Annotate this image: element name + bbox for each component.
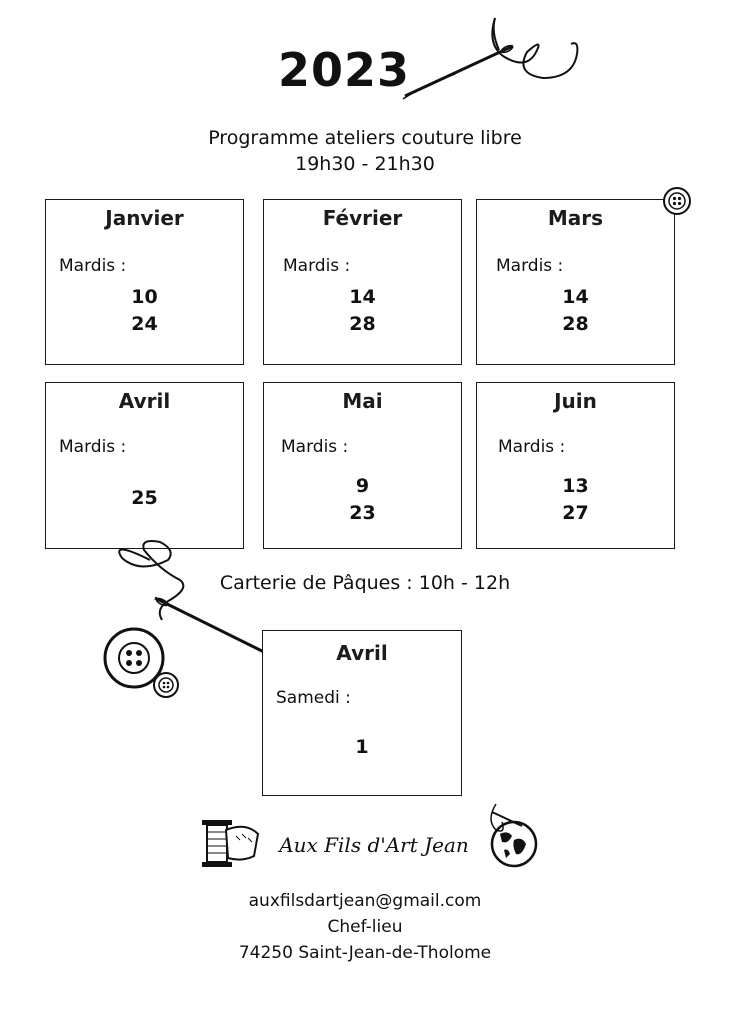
- dates: [477, 284, 674, 338]
- day-label: Mardis :: [498, 437, 566, 457]
- year-title: 2023: [278, 43, 411, 97]
- contact-address-line2: 74250 Saint-Jean-de-Tholome: [238, 943, 492, 963]
- date: 13: [562, 475, 589, 497]
- month-box-avril: [45, 382, 244, 549]
- date: 10: [131, 286, 158, 308]
- dates: [46, 485, 243, 512]
- day-label: Mardis :: [496, 256, 564, 276]
- dates: [46, 284, 243, 338]
- month-box-juin: [476, 382, 675, 549]
- button-icon: [662, 186, 692, 216]
- month-name: Avril: [336, 641, 388, 665]
- month-name: Février: [322, 206, 403, 230]
- date: 27: [562, 502, 589, 524]
- date: 28: [349, 313, 376, 335]
- month-name: Avril: [118, 389, 171, 413]
- date: 25: [131, 487, 158, 509]
- program-title: Programme ateliers couture libre: [208, 127, 522, 149]
- date: 9: [355, 475, 370, 497]
- date: 28: [562, 313, 589, 335]
- date: 23: [349, 502, 376, 524]
- dates: [264, 284, 461, 338]
- day-label: Mardis :: [281, 437, 349, 457]
- month-name: Mai: [342, 389, 383, 413]
- month-box-janvier: [45, 199, 244, 365]
- month-box-mai: [263, 382, 462, 549]
- date: 24: [131, 313, 158, 335]
- month-name: Juin: [554, 389, 597, 413]
- date: 1: [355, 736, 369, 758]
- day-label: Mardis :: [59, 437, 127, 457]
- brand-logo: [196, 800, 541, 875]
- date: 14: [349, 286, 376, 308]
- contact-email: auxfilsdartjean@gmail.com: [248, 891, 482, 911]
- sewing-button-needle-icon: [100, 530, 280, 700]
- day-label: Mardis :: [283, 256, 351, 276]
- day-label: Mardis :: [59, 256, 127, 276]
- dates: [264, 473, 461, 527]
- contact-address-line1: Chef-lieu: [327, 917, 403, 937]
- needle-thread-icon: [395, 14, 595, 114]
- month-name: Janvier: [105, 206, 184, 230]
- month-box-mars: [476, 199, 675, 365]
- month-box-fevrier: [263, 199, 462, 365]
- contact-block: [0, 888, 730, 966]
- easter-workshop-label: Carterie de Pâques : 10h - 12h: [219, 572, 511, 594]
- dates: [477, 473, 674, 527]
- month-name: Mars: [547, 206, 604, 230]
- logo-text: Aux Fils d'Art Jean: [279, 833, 469, 857]
- day-label: Samedi :: [276, 688, 351, 708]
- date: 14: [562, 286, 589, 308]
- easter-box: [262, 630, 462, 796]
- session-hours: 19h30 - 21h30: [295, 153, 435, 175]
